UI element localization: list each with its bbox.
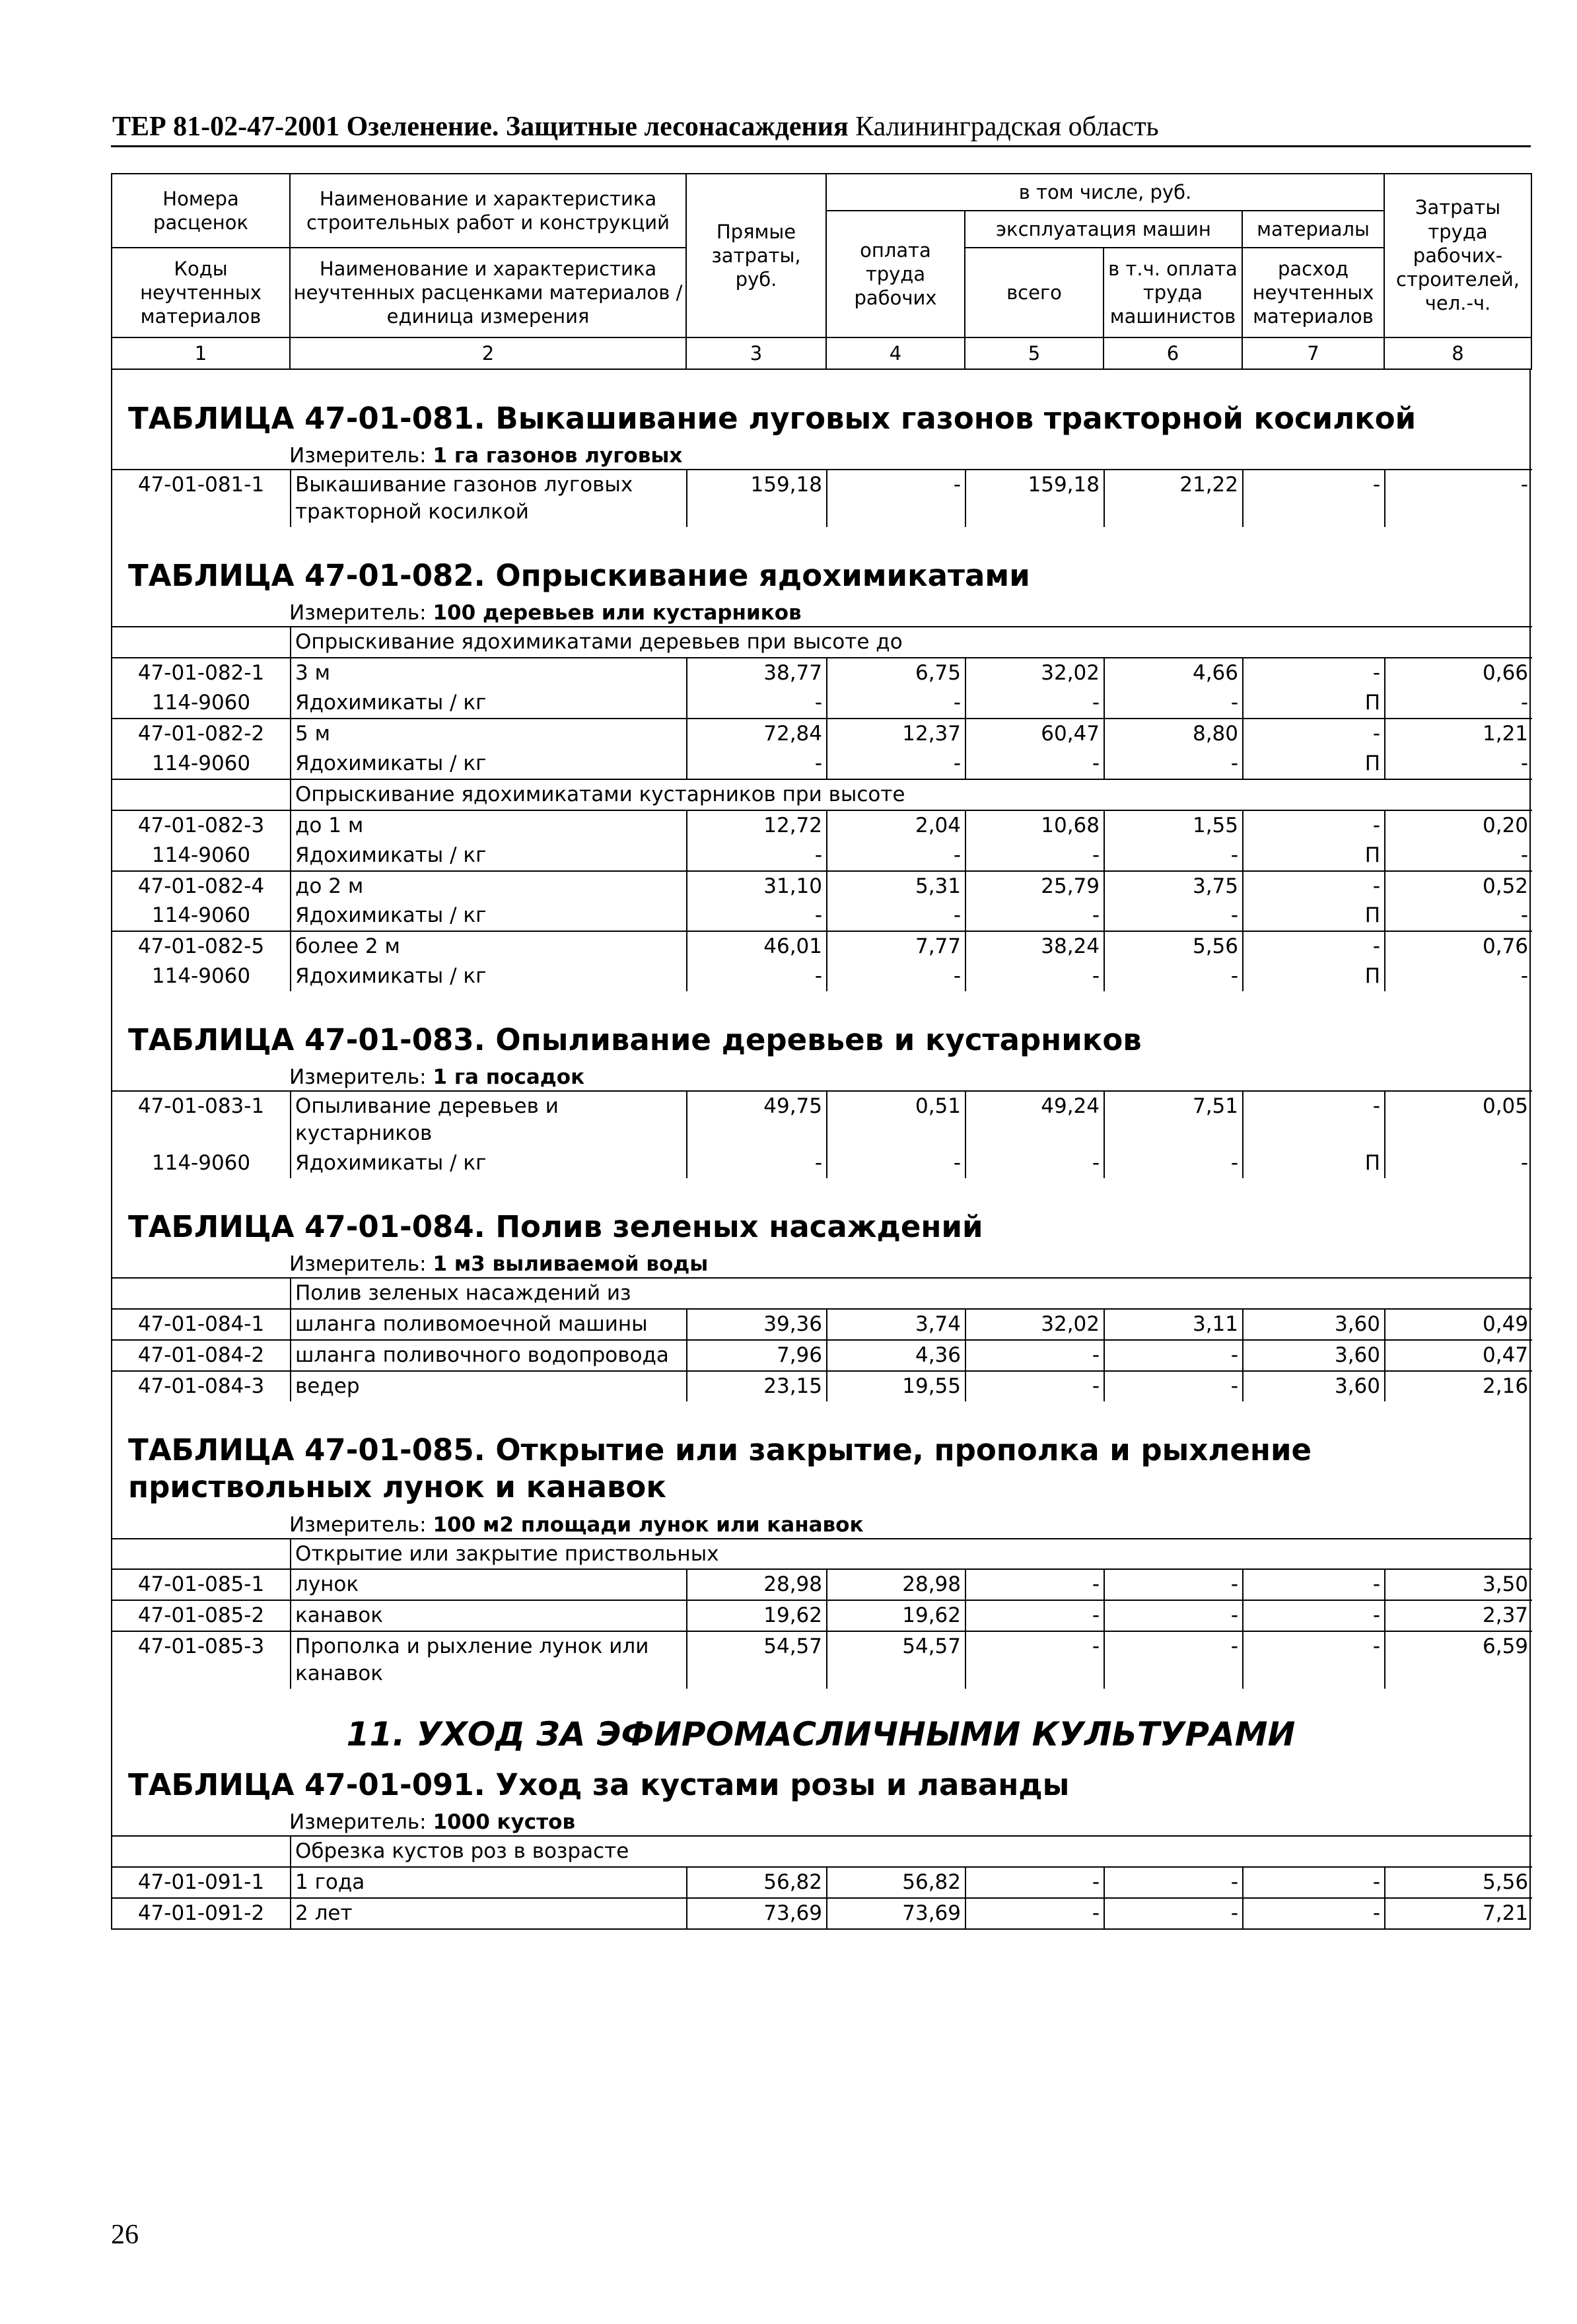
- rate-row: [112, 1340, 1532, 1371]
- direct-costs: 54,57: [687, 1631, 827, 1689]
- column-number: 2: [290, 337, 686, 369]
- table-title: ТАБЛИЦА 47-01-085. Открытие или закрытие, прополка и рыхление приствольных лунок и канавок: [128, 1432, 1312, 1505]
- direct-costs: 73,69: [687, 1898, 827, 1928]
- material-row: [112, 841, 1532, 871]
- materials-usage: -: [1243, 1569, 1385, 1600]
- rate-name: до 2 м: [291, 871, 687, 901]
- rates-table: [112, 626, 1532, 991]
- labor-costs: -: [1385, 962, 1532, 991]
- rate-code: 47-01-082-4: [112, 871, 291, 901]
- column-numbers-row: [112, 337, 1531, 369]
- workers-pay: 19,55: [827, 1371, 965, 1401]
- machines-total: 32,02: [965, 1309, 1104, 1340]
- column-number: 5: [965, 337, 1104, 369]
- rate-code: 47-01-082-2: [112, 719, 291, 749]
- machinists-pay: -: [1104, 749, 1243, 779]
- group-row: [112, 1539, 1532, 1570]
- column-number: 6: [1104, 337, 1242, 369]
- materials-usage: -: [1243, 658, 1385, 688]
- rate-code: 47-01-084-3: [112, 1371, 291, 1401]
- rate-row: [112, 1371, 1532, 1401]
- workers-pay: -: [827, 688, 965, 719]
- direct-costs: 23,15: [687, 1371, 827, 1401]
- rate-row: [112, 1091, 1532, 1148]
- rate-row: [112, 810, 1532, 841]
- empty-cell: [112, 627, 291, 658]
- materials-usage: -: [1243, 719, 1385, 749]
- material-row: [112, 1148, 1532, 1178]
- labor-costs: -: [1385, 749, 1532, 779]
- materials-usage: 3,60: [1243, 1309, 1385, 1340]
- machinists-pay: -: [1104, 1340, 1243, 1371]
- col-material-name-header: Наименование и характеристика неучтенных расценками материалов / единица измерения: [290, 248, 686, 337]
- direct-costs: -: [687, 962, 827, 991]
- col-machines-header: эксплуатация машин: [965, 211, 1242, 248]
- workers-pay: 7,77: [827, 931, 965, 962]
- labor-costs: 6,59: [1385, 1631, 1532, 1689]
- machinists-pay: -: [1104, 962, 1243, 991]
- machines-total: -: [965, 1631, 1104, 1689]
- meter-value: 1000 кустов: [433, 1810, 576, 1835]
- direct-costs: 28,98: [687, 1569, 827, 1600]
- meter-value: 100 деревьев или кустарников: [433, 601, 802, 625]
- materials-usage: -: [1243, 1600, 1385, 1631]
- rate-row: [112, 1631, 1532, 1689]
- machinists-pay: 8,80: [1104, 719, 1243, 749]
- col-material-codes-header: Коды неучтенных материалов: [112, 248, 290, 337]
- machines-total: -: [965, 749, 1104, 779]
- direct-costs: -: [687, 901, 827, 931]
- workers-pay: -: [827, 1148, 965, 1178]
- workers-pay: -: [827, 962, 965, 991]
- group-label: Обрезка кустов роз в возрасте: [291, 1836, 1532, 1867]
- machinists-pay: 21,22: [1104, 470, 1243, 527]
- machinists-pay: -: [1104, 841, 1243, 871]
- col-machinists-pay-header: в т.ч. оплата труда машинистов: [1104, 248, 1242, 337]
- direct-costs: 159,18: [687, 470, 827, 527]
- direct-costs: -: [687, 749, 827, 779]
- group-row: [112, 779, 1532, 810]
- rate-name: Выкашивание газонов луговых тракторной косилкой: [291, 470, 687, 527]
- direct-costs: -: [687, 688, 827, 719]
- machinists-pay: -: [1104, 1631, 1243, 1689]
- group-row: [112, 1278, 1532, 1309]
- column-number: 4: [826, 337, 965, 369]
- col-including-header: в том числе, руб.: [826, 174, 1384, 211]
- machines-total: -: [965, 841, 1104, 871]
- rate-code: 114-9060: [151, 843, 251, 867]
- header-title: ТЕР 81-02-47-2001 Озеленение. Защитные лесонасаждения: [112, 112, 849, 142]
- rate-name: Прополка и рыхление лунок или канавок: [291, 1631, 687, 1689]
- material-row: [112, 749, 1532, 779]
- workers-pay: -: [827, 470, 965, 527]
- workers-pay: 28,98: [827, 1569, 965, 1600]
- workers-pay: 12,37: [827, 719, 965, 749]
- labor-costs: 7,21: [1385, 1898, 1532, 1928]
- meter-value: 100 м2 площади лунок или канавок: [433, 1512, 864, 1537]
- machines-total: 25,79: [965, 871, 1104, 901]
- col-direct-costs-header: Прямые затраты, руб.: [686, 174, 826, 337]
- labor-costs: -: [1385, 688, 1532, 719]
- meter-label: Измеритель:: [289, 1810, 433, 1835]
- machinists-pay: 5,56: [1104, 931, 1243, 962]
- materials-usage: -: [1243, 470, 1385, 527]
- empty-cell: [112, 1836, 291, 1867]
- direct-costs: 31,10: [687, 871, 827, 901]
- group-row: [112, 627, 1532, 658]
- direct-costs: 19,62: [687, 1600, 827, 1631]
- table-meter: [112, 1512, 1529, 1538]
- machines-total: 38,24: [965, 931, 1104, 962]
- rate-code: 114-9060: [151, 1151, 251, 1176]
- rate-name: до 1 м: [291, 810, 687, 841]
- labor-costs: 0,05: [1385, 1091, 1532, 1148]
- rate-name: Ядохимикаты / кг: [291, 901, 687, 931]
- table-title: ТАБЛИЦА 47-01-083. Опыливание деревьев и кустарников: [128, 1022, 1142, 1058]
- labor-costs: 0,52: [1385, 871, 1532, 901]
- labor-costs: 0,66: [1385, 658, 1532, 688]
- labor-costs: 1,21: [1385, 719, 1532, 749]
- rate-code: 47-01-084-2: [112, 1340, 291, 1371]
- machinists-pay: -: [1104, 1148, 1243, 1178]
- materials-usage: -: [1243, 1091, 1385, 1148]
- labor-costs: 2,16: [1385, 1371, 1532, 1401]
- page-number: 26: [111, 2220, 139, 2250]
- labor-costs: 0,76: [1385, 931, 1532, 962]
- rate-name: шланга поливомоечной машины: [291, 1309, 687, 1340]
- empty-cell: [112, 1539, 291, 1570]
- rate-name: ведер: [291, 1371, 687, 1401]
- machines-total: -: [965, 1340, 1104, 1371]
- machinists-pay: -: [1104, 1898, 1243, 1928]
- rate-row: [112, 1898, 1532, 1928]
- labor-costs: -: [1385, 841, 1532, 871]
- machines-total: -: [965, 1569, 1104, 1600]
- rate-name: более 2 м: [291, 931, 687, 962]
- col-workers-pay-header: оплата труда рабочих: [826, 211, 965, 337]
- empty-cell: [112, 779, 291, 810]
- direct-costs: 7,96: [687, 1340, 827, 1371]
- machines-total: 60,47: [965, 719, 1104, 749]
- machinists-pay: -: [1104, 688, 1243, 719]
- workers-pay: -: [827, 901, 965, 931]
- rate-code: 114-9060: [151, 691, 251, 715]
- direct-costs: -: [687, 841, 827, 871]
- machinists-pay: -: [1104, 1600, 1243, 1631]
- header-rule: [111, 145, 1531, 147]
- rate-name: Ядохимикаты / кг: [291, 688, 687, 719]
- rates-table: [112, 1538, 1532, 1689]
- machines-total: 32,02: [965, 658, 1104, 688]
- materials-usage: П: [1243, 901, 1385, 931]
- machines-total: -: [965, 1371, 1104, 1401]
- machinists-pay: -: [1104, 1867, 1243, 1898]
- meter-label: Измеритель:: [289, 444, 433, 468]
- material-row: [112, 688, 1532, 719]
- norms-table: [111, 173, 1531, 1930]
- machinists-pay: 3,11: [1104, 1309, 1243, 1340]
- material-row: [112, 901, 1532, 931]
- machinists-pay: 7,51: [1104, 1091, 1243, 1148]
- rate-name: Ядохимикаты / кг: [291, 962, 687, 991]
- rate-name: канавок: [291, 1600, 687, 1631]
- labor-costs: 3,50: [1385, 1569, 1532, 1600]
- direct-costs: 39,36: [687, 1309, 827, 1340]
- rate-row: [112, 719, 1532, 749]
- rate-name: Ядохимикаты / кг: [291, 749, 687, 779]
- workers-pay: 4,36: [827, 1340, 965, 1371]
- rate-name: Опыливание деревьев и кустарников: [291, 1091, 687, 1148]
- rate-code: 47-01-091-1: [112, 1867, 291, 1898]
- machinists-pay: -: [1104, 1371, 1243, 1401]
- table-title: ТАБЛИЦА 47-01-082. Опрыскивание ядохимикатами: [128, 558, 1030, 594]
- rate-code: 47-01-081-1: [112, 470, 291, 527]
- group-label: Полив зеленых насаждений из: [291, 1278, 1532, 1309]
- rate-code: 47-01-082-5: [112, 931, 291, 962]
- workers-pay: 6,75: [827, 658, 965, 688]
- direct-costs: -: [687, 1148, 827, 1178]
- machines-total: -: [965, 901, 1104, 931]
- tables-body: [111, 370, 1531, 1930]
- column-header: [111, 173, 1532, 370]
- column-number: 7: [1242, 337, 1384, 369]
- meter-label: Измеритель:: [289, 601, 433, 625]
- rate-row: [112, 871, 1532, 901]
- col-materials-header: материалы: [1242, 211, 1384, 248]
- table-meter: [112, 1251, 1529, 1277]
- col-codes-header: Номера расценок: [112, 174, 290, 248]
- table-meter: [112, 1809, 1529, 1835]
- workers-pay: 3,74: [827, 1309, 965, 1340]
- column-number: 8: [1384, 337, 1531, 369]
- group-label: Опрыскивание ядохимикатами кустарников при высоте: [291, 779, 1532, 810]
- workers-pay: 2,04: [827, 810, 965, 841]
- col-machines-total-header: всего: [965, 248, 1104, 337]
- labor-costs: -: [1385, 1148, 1532, 1178]
- rate-name: 2 лет: [291, 1898, 687, 1928]
- meter-value: 1 га посадок: [433, 1065, 585, 1090]
- table-title: ТАБЛИЦА 47-01-081. Выкашивание луговых газонов тракторной косилкой: [128, 401, 1417, 436]
- rate-row: [112, 931, 1532, 962]
- rate-code: 114-9060: [151, 751, 251, 775]
- group-label: Опрыскивание ядохимикатами деревьев при высоте до: [291, 627, 1532, 658]
- workers-pay: 54,57: [827, 1631, 965, 1689]
- materials-usage: -: [1243, 810, 1385, 841]
- direct-costs: 72,84: [687, 719, 827, 749]
- workers-pay: -: [827, 749, 965, 779]
- machines-total: -: [965, 1600, 1104, 1631]
- header-region: Калининградская область: [848, 112, 1159, 142]
- rate-code: 47-01-082-1: [112, 658, 291, 688]
- labor-costs: 0,20: [1385, 810, 1532, 841]
- table-meter: [112, 442, 1529, 469]
- col-labor-costs-header: Затраты труда рабочих-строителей, чел.-ч.: [1384, 174, 1531, 337]
- col-name-header: Наименование и характеристика строительных работ и конструкций: [290, 174, 686, 248]
- empty-cell: [112, 1278, 291, 1309]
- labor-costs: 2,37: [1385, 1600, 1532, 1631]
- machinists-pay: 3,75: [1104, 871, 1243, 901]
- column-number: 3: [686, 337, 826, 369]
- meter-value: 1 м3 выливаемой воды: [433, 1252, 709, 1277]
- table-title: ТАБЛИЦА 47-01-091. Уход за кустами розы и лаванды: [128, 1767, 1070, 1803]
- meter-value: 1 га газонов луговых: [433, 444, 683, 468]
- rates-table: [112, 1277, 1532, 1401]
- rates-table: [112, 469, 1532, 527]
- labor-costs: 0,47: [1385, 1340, 1532, 1371]
- materials-usage: П: [1243, 962, 1385, 991]
- materials-usage: П: [1243, 841, 1385, 871]
- machinists-pay: -: [1104, 1569, 1243, 1600]
- rate-name: Ядохимикаты / кг: [291, 841, 687, 871]
- rate-code: 47-01-085-2: [112, 1600, 291, 1631]
- section-title: 11. УХОД ЗА ЭФИРОМАСЛИЧНЫМИ КУЛЬТУРАМИ: [346, 1715, 1296, 1754]
- meter-label: Измеритель:: [289, 1252, 433, 1277]
- rate-code: 47-01-084-1: [112, 1309, 291, 1340]
- machinists-pay: -: [1104, 901, 1243, 931]
- workers-pay: -: [827, 841, 965, 871]
- rates-table: [112, 1090, 1532, 1178]
- rate-name: шланга поливочного водопровода: [291, 1340, 687, 1371]
- rate-row: [112, 1600, 1532, 1631]
- group-row: [112, 1836, 1532, 1867]
- machines-total: 49,24: [965, 1091, 1104, 1148]
- machines-total: 159,18: [965, 470, 1104, 527]
- materials-usage: -: [1243, 931, 1385, 962]
- direct-costs: 46,01: [687, 931, 827, 962]
- rate-code: 47-01-082-3: [112, 810, 291, 841]
- machinists-pay: 4,66: [1104, 658, 1243, 688]
- rate-code: 47-01-085-1: [112, 1569, 291, 1600]
- materials-usage: -: [1243, 1867, 1385, 1898]
- meter-label: Измеритель:: [289, 1512, 433, 1537]
- rate-row: [112, 1309, 1532, 1340]
- rate-code: 47-01-083-1: [112, 1091, 291, 1148]
- rates-table: [112, 1835, 1532, 1928]
- labor-costs: -: [1385, 901, 1532, 931]
- rate-code: 47-01-085-3: [112, 1631, 291, 1689]
- labor-costs: -: [1385, 470, 1532, 527]
- workers-pay: 19,62: [827, 1600, 965, 1631]
- machines-total: -: [965, 962, 1104, 991]
- materials-usage: П: [1243, 688, 1385, 719]
- material-row: [112, 962, 1532, 991]
- materials-usage: П: [1243, 1148, 1385, 1178]
- materials-usage: -: [1243, 1631, 1385, 1689]
- materials-usage: 3,60: [1243, 1371, 1385, 1401]
- rate-name: лунок: [291, 1569, 687, 1600]
- rate-row: [112, 658, 1532, 688]
- materials-usage: 3,60: [1243, 1340, 1385, 1371]
- machines-total: -: [965, 688, 1104, 719]
- rate-name: Ядохимикаты / кг: [291, 1148, 687, 1178]
- table-meter: [112, 600, 1529, 626]
- direct-costs: 49,75: [687, 1091, 827, 1148]
- rate-row: [112, 1569, 1532, 1600]
- machines-total: -: [965, 1867, 1104, 1898]
- workers-pay: 0,51: [827, 1091, 965, 1148]
- materials-usage: -: [1243, 1898, 1385, 1928]
- machines-total: -: [965, 1898, 1104, 1928]
- labor-costs: 5,56: [1385, 1867, 1532, 1898]
- column-number: 1: [112, 337, 290, 369]
- rate-row: [112, 1867, 1532, 1898]
- direct-costs: 12,72: [687, 810, 827, 841]
- rate-code: 114-9060: [151, 964, 251, 989]
- workers-pay: 73,69: [827, 1898, 965, 1928]
- labor-costs: 0,49: [1385, 1309, 1532, 1340]
- rate-code: 114-9060: [151, 903, 251, 928]
- machinists-pay: 1,55: [1104, 810, 1243, 841]
- rate-row: [112, 470, 1532, 527]
- machines-total: 10,68: [965, 810, 1104, 841]
- machines-total: -: [965, 1148, 1104, 1178]
- materials-usage: -: [1243, 871, 1385, 901]
- table-meter: [112, 1064, 1529, 1090]
- workers-pay: 5,31: [827, 871, 965, 901]
- meter-label: Измеритель:: [289, 1065, 433, 1090]
- page-header: [112, 111, 1159, 143]
- group-label: Открытие или закрытие приствольных: [291, 1539, 1532, 1570]
- materials-usage: П: [1243, 749, 1385, 779]
- rate-name: 3 м: [291, 658, 687, 688]
- rate-name: 5 м: [291, 719, 687, 749]
- col-materials-usage-header: расход неучтенных материалов: [1242, 248, 1384, 337]
- workers-pay: 56,82: [827, 1867, 965, 1898]
- table-title: ТАБЛИЦА 47-01-084. Полив зеленых насаждений: [128, 1209, 983, 1245]
- rate-name: 1 года: [291, 1867, 687, 1898]
- direct-costs: 56,82: [687, 1867, 827, 1898]
- rate-code: 47-01-091-2: [112, 1898, 291, 1928]
- direct-costs: 38,77: [687, 658, 827, 688]
